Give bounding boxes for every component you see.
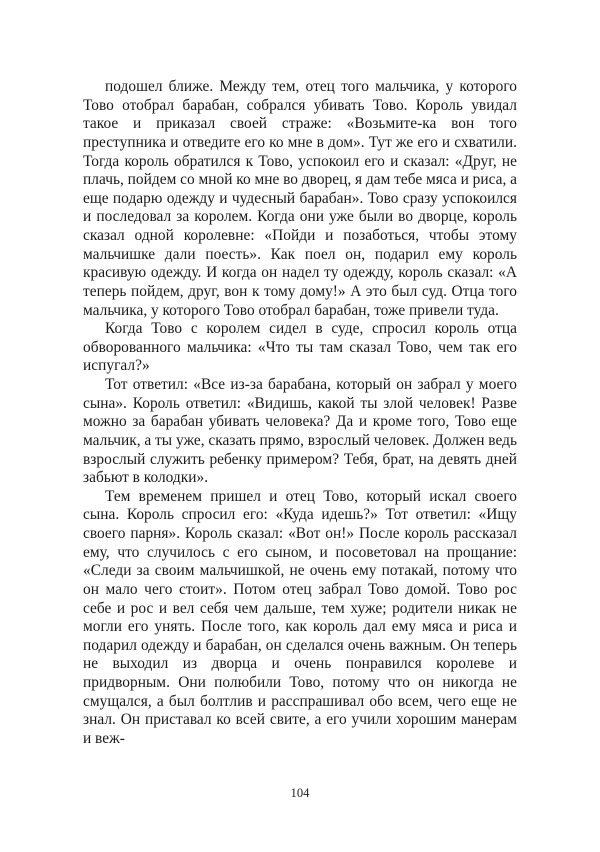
paragraph-4: Тем временем пришел и отец Тово, который искал своего сына. Король спросил его: «Куда идешь?» Тот ответил: «Ищу своего парня». Король сказал: «Вот он!» После король рассказал ему, что случилось с его сыном, и посоветовал на прощание: «Следи за своим мальчишкой, не очень ему потакай, потому что он мало чего стоит». Потом отец забрал Тово домой. Тово рос себе и рос и вел себя чем дальше, тем хуже; родители никак не могли его унять. После того, как король дал ему мяса и риса и подарил одежду и барабан, он сделался очень важным. Он теперь не выходил из дворца и очень понравился королеве и придворным. Они полюбили Тово, потому что он никогда не смущался, а был болтлив и расспрашивал обо всем, чего еще не знал. Он приставал ко всей свите, а его учили хорошим манерам и веж- — [83, 487, 517, 747]
paragraph-2: Когда Тово с королем сидел в суде, спросил король отца обворованного мальчика: «Что ты там сказал Тово, чем так его испугал?» — [83, 320, 517, 375]
paragraph-3: Тот ответил: «Все из-за барабана, который он забрал у моего сына». Король ответил: «Видишь, какой ты злой человек! Разве можно за барабан убивать человека? Да и кроме того, Тово еще мальчик, а ты уже, сказать прямо, взрослый человек. Должен ведь взрослый служить ребенку примером? Тебя, брат, на девять дней забьют в колодки». — [83, 376, 517, 487]
paragraph-1: подошел ближе. Между тем, отец того мальчика, у которого Тово отобрал барабан, собрался убивать Тово. Король увидал такое и приказал своей страже: «Возьмите-ка вон того преступника и отведите его ко мне в дом». Тут же его и схватили. Тогда король обратился к Тово, успокоил его и сказал: «Друг, не плачь, пойдем со мной ко мне во дворец, я дам тебе мяса и риса, а еще подарю одежду и чудесный барабан». Тово сразу успокоился и последовал за королем. Когда они уже были во дворце, король сказал одной королевне: «Пойди и позаботься, чтобы этому мальчишке дали поесть». Как поел он, подарил ему король красивую одежду. И когда он надел ту одежду, король сказал: «А теперь пойдем, друг, вон к тому дому!» А это был суд. Отца того мальчика, у которого Тово отобрал барабан, тоже привели туда. — [83, 78, 517, 319]
page-number: 104 — [290, 786, 310, 800]
body-text-column — [83, 78, 517, 749]
